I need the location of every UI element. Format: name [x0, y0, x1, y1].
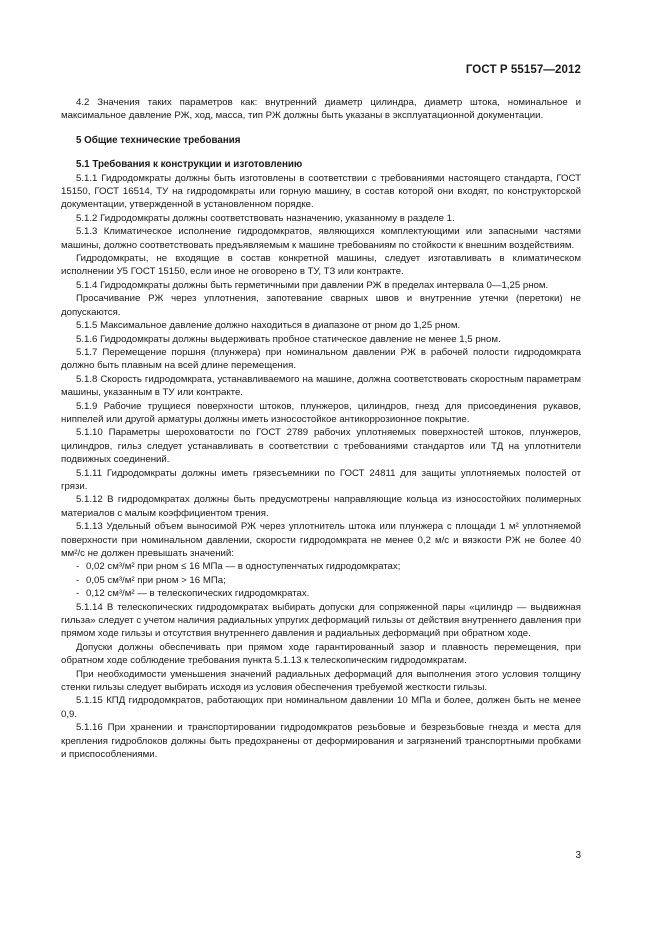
list-item-text: 0,02 см³/м² при pном ≤ 16 МПа — в одноступенчатых гидродомкратах; — [86, 561, 401, 573]
paragraph-5-1-12: 5.1.12 В гидродомкратах должны быть предусмотрены направляющие кольца из износостойких полимерных материалов с малым коэффициентом трения. — [61, 494, 581, 519]
list-item — [61, 560, 581, 573]
paragraph-5-1-4-continued: Просачивание РЖ через уплотнения, запотевание сварных швов и внутренние утечки (перетоки) не допускаются. — [61, 293, 581, 318]
document-standard-id: ГОСТ Р 55157—2012 — [465, 64, 581, 76]
paragraph-5-1-11: 5.1.11 Гидродомкраты должны иметь грязесъемники по ГОСТ 24811 для защиты уплотняемых полостей от грязи. — [61, 467, 581, 492]
paragraph-5-1-3-continued: Гидродомкраты, не входящие в состав конкретной машины, следует изготавливать в климатическом исполнении У5 ГОСТ 15150, если иное не оговорено в ТУ, ТЗ или контракте. — [61, 253, 581, 278]
list-item-text: 0,05 см³/м² при pном > 16 МПа; — [86, 574, 226, 586]
paragraph-5-1-13: 5.1.13 Удельный объем выносимой РЖ через уплотнитель штока или плунжера с площади 1 м² уплотняемой поверхности при номинальном давлении, скорости гидродомкрата не менее 0,2 м/с и вязкости РЖ не более 40 мм²/с не должен превышать значений: — [61, 521, 581, 559]
paragraph-5-1-9: 5.1.9 Рабочие трущиеся поверхности штоков, плунжеров, цилиндров, гнезд для присоединения рукавов, ниппелей или другой арматуры должны иметь износостойкое антикоррозионное покрытие. — [61, 400, 581, 425]
paragraph-5-1-1: 5.1.1 Гидродомкраты должны быть изготовлены в соответствии с требованиями настоящего стандарта, ГОСТ 15150, ГОСТ 16514, ТУ на гидродомкраты или горную машину, в состав которой они входят, по конструкторской документации, утвержденной в установленном порядке. — [61, 172, 581, 211]
list-item-text: 0,12 см³/м² — в телескопических гидродомкратах. — [86, 588, 310, 600]
list-dash: - — [76, 588, 80, 600]
paragraph-5-1-14-note: При необходимости уменьшения значений радиальных деформаций для выполнения этого условия толщину стенки гильзы следует выбирать исходя из условия обеспечения требуемой жесткости гильзы. — [61, 668, 581, 694]
list-dash: - — [76, 561, 80, 573]
document-body — [61, 96, 581, 762]
paragraph-5-1-3: 5.1.3 Климатическое исполнение гидродомкратов, являющихся комплектующими или запасными частями машины, должно соответствовать предъявляемым к машине требованиям по стойкости к внешним воздействиям. — [61, 226, 581, 251]
list-item — [61, 587, 581, 600]
paragraph-4-2: 4.2 Значения таких параметров как: внутренний диаметр цилиндра, диаметр штока, номинальное и максимальное давление РЖ, ход, масса, тип РЖ должны быть указаны в эксплуатационной документации. — [61, 97, 581, 122]
section-heading-5: 5 Общие технические требования — [76, 134, 241, 146]
paragraph-5-1-15: 5.1.15 КПД гидродомкратов, работающих при номинальном давлении 10 МПа и более, должен быть не менее 0,9. — [61, 695, 581, 720]
page-number: 3 — [575, 850, 581, 861]
paragraph-5-1-14-continued: Допуски должны обеспечивать при прямом ходе гарантированный зазор и плавность перемещения, при обратном ходе соблюдение требования пункта 5.1.13 к телескопическим гидродомкратам. — [61, 641, 581, 667]
list-dash: - — [76, 574, 80, 586]
paragraph-5-1-10: 5.1.10 Параметры шероховатости по ГОСТ 2789 рабочих уплотняемых поверхностей штоков, плунжеров, цилиндров, гильз следует устанавливать в соответствии с требованиями стандартов или ТД на уплотнители подвижных соединений. — [61, 427, 581, 466]
paragraph-5-1-2: 5.1.2 Гидродомкраты должны соответствовать назначению, указанному в разделе 1. — [76, 212, 455, 224]
list-item — [61, 574, 581, 587]
paragraph-5-1-5: 5.1.5 Максимальное давление должно находиться в диапазоне от pном до 1,25 pном. — [76, 320, 461, 332]
subsection-heading-5-1: 5.1 Требования к конструкции и изготовлению — [76, 159, 303, 171]
paragraph-5-1-7: 5.1.7 Перемещение поршня (плунжера) при номинальном давлении РЖ в рабочей полости гидродомкрата должно быть плавным на всей длине перемещения. — [61, 346, 581, 372]
paragraph-5-1-8: 5.1.8 Скорость гидродомкрата, устанавливаемого на машине, должна соответствовать скоростным параметрам машины, указанным в ТУ или контракте. — [61, 373, 581, 399]
paragraph-5-1-14: 5.1.14 В телескопических гидродомкратах выбирать допуски для сопряженной пары «цилиндр — выдвижная гильза» следует с учетом наличия радиальных упругих деформаций гильзы от действия внутреннего давления при прямом ходе гильзы и отсутствия внутреннего давления и радиальных деформаций при обратном ходе. — [61, 601, 581, 640]
paragraph-5-1-16: 5.1.16 При хранении и транспортировании гидродомкратов резьбовые и безрезьбовые гнезда и места для крепления гидроблоков должны быть предохранены от деформирования и загрязнений транспортными пробками и приспособлениями. — [61, 722, 581, 761]
paragraph-5-1-6: 5.1.6 Гидродомкраты должны выдерживать пробное статическое давление не менее 1,5 pном. — [76, 333, 501, 345]
paragraph-5-1-4: 5.1.4 Гидродомкраты должны быть герметичными при давлении РЖ в пределах интервала 0—1,25 pном. — [76, 279, 549, 291]
